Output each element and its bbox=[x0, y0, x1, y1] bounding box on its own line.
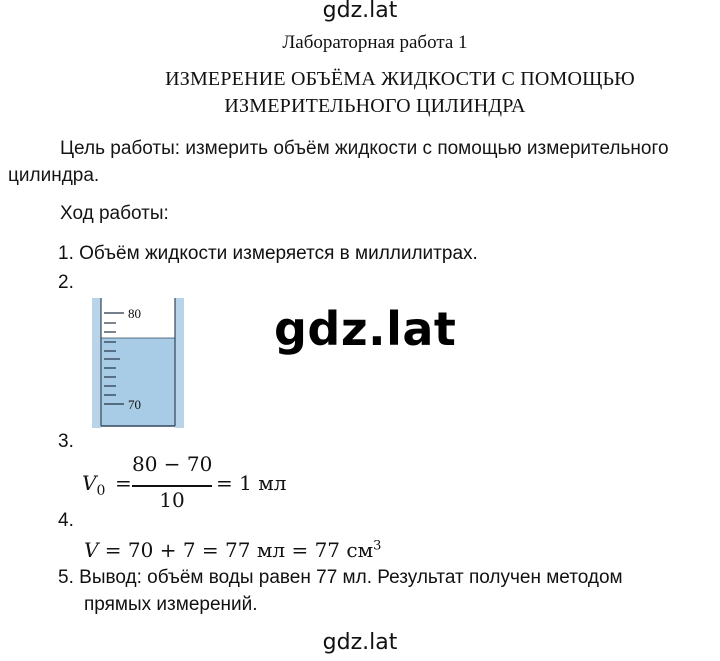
conclusion-line-1: Вывод: объём воды равен 77 мл. Результат получен методом bbox=[79, 567, 623, 588]
fraction-bar bbox=[132, 485, 212, 487]
measuring-cylinder-image bbox=[92, 296, 184, 428]
cylinder-label-80: 80 bbox=[128, 306, 141, 321]
list-item-2-number: 2. bbox=[58, 272, 74, 293]
list-item-text: Объём жидкости измеряется в миллилитрах. bbox=[79, 243, 478, 264]
goal-line-1: Цель работы: измерить объём жидкости с помощью измерительного bbox=[60, 138, 669, 159]
list-item-number: 1. bbox=[58, 243, 74, 264]
fraction-denominator: 10 bbox=[159, 488, 185, 512]
list-item-1 bbox=[58, 243, 478, 265]
list-item-5 bbox=[58, 567, 623, 589]
formula-2 bbox=[84, 538, 381, 562]
formula-2-variable: V bbox=[84, 538, 99, 562]
cylinder-right-wall bbox=[175, 298, 184, 428]
cylinder-label-70: 70 bbox=[128, 397, 141, 412]
conclusion-line-2: прямых измерений. bbox=[84, 594, 258, 615]
list-item-4-number: 4. bbox=[58, 510, 74, 531]
formula-2-expression: = 70 + 7 = 77 мл = 77 см bbox=[98, 538, 374, 562]
goal-line-2: цилиндра. bbox=[8, 165, 100, 186]
list-item-number: 5. bbox=[58, 567, 74, 588]
list-item-3-number: 3. bbox=[58, 431, 74, 452]
cylinder-left-wall bbox=[92, 298, 101, 428]
formula-1-variable: $V_0$ bbox=[82, 471, 106, 499]
formula-1-subscript: 0 bbox=[96, 483, 106, 499]
formula-1-equals: = bbox=[115, 471, 132, 495]
heading-line-2: ИЗМЕРИТЕЛЬНОГО ЦИЛИНДРА bbox=[224, 95, 526, 117]
lab-title: Лабораторная работа 1 bbox=[282, 32, 468, 53]
course-label: Ход работы: bbox=[60, 203, 169, 224]
formula-1-result: = 1 мл bbox=[216, 471, 287, 495]
watermark-bottom: gdz.lat bbox=[322, 630, 398, 655]
fraction-numerator: 80 − 70 bbox=[132, 452, 213, 476]
heading-line-1: ИЗМЕРЕНИЕ ОБЪЁМА ЖИДКОСТИ С ПОМОЩЬЮ bbox=[165, 68, 635, 90]
watermark-middle: gdz.lat bbox=[274, 302, 457, 356]
watermark-top: gdz.lat bbox=[322, 0, 398, 23]
formula-2-superscript: 3 bbox=[373, 538, 382, 554]
